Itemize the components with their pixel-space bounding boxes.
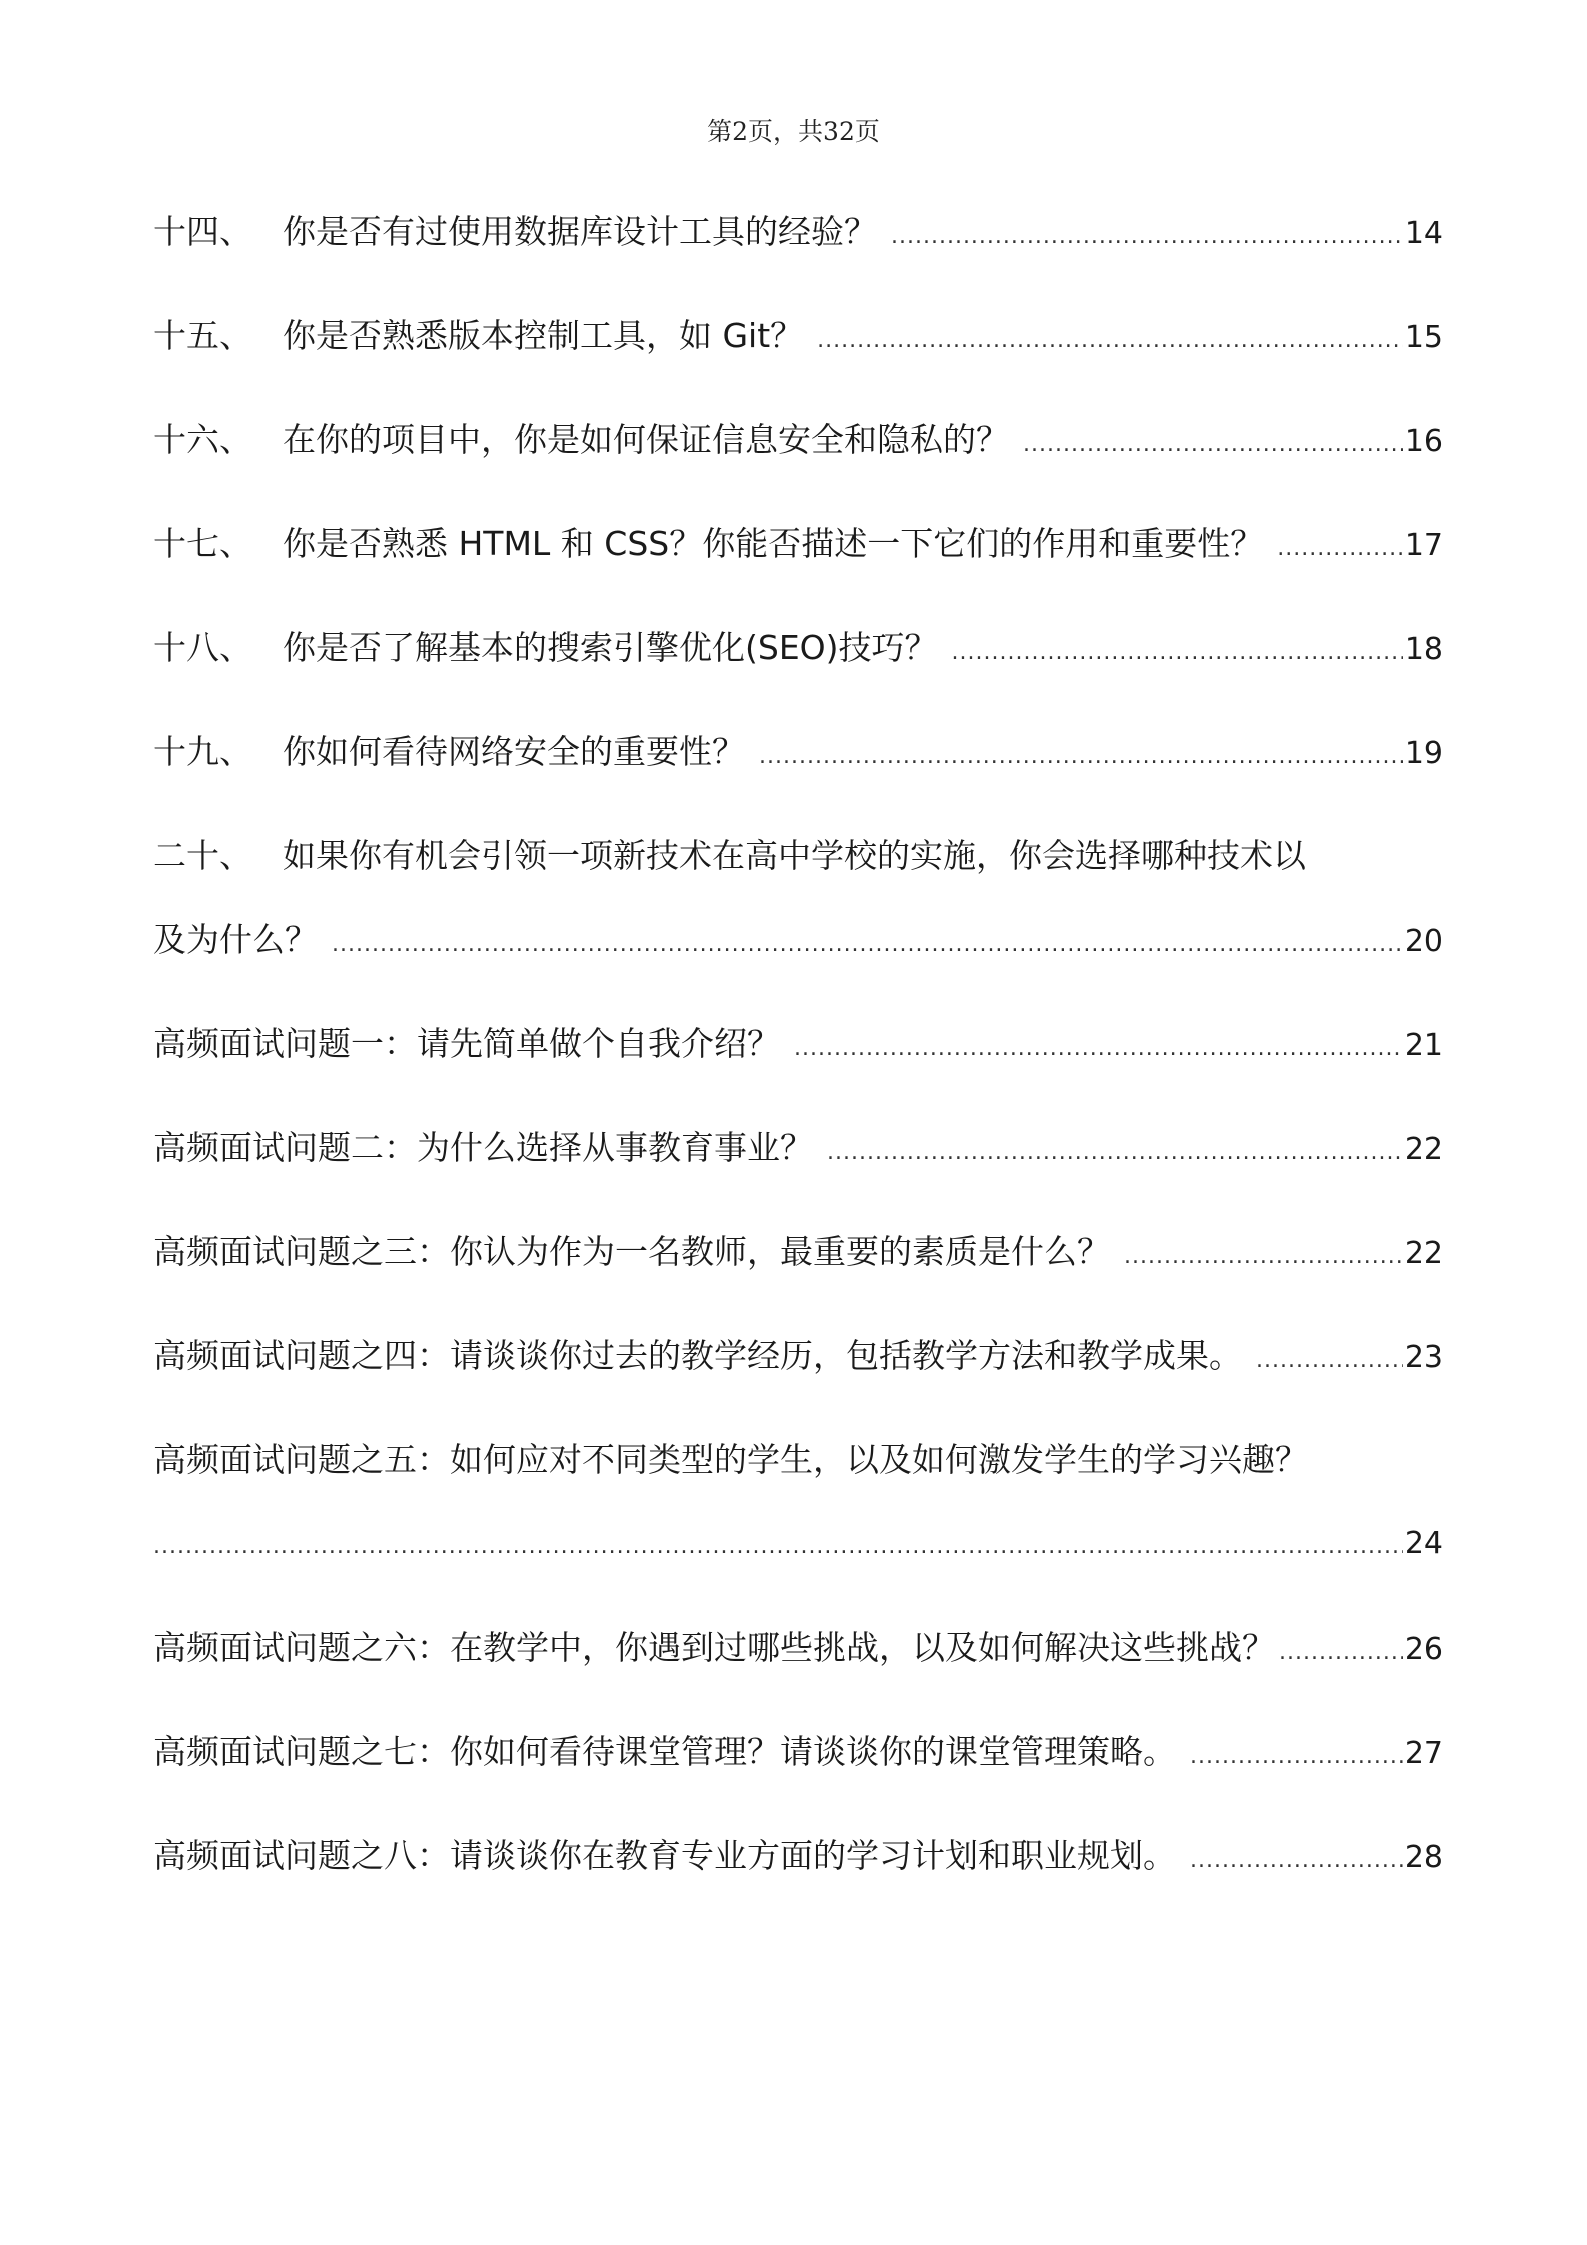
toc-leader-dots [1023,423,1403,467]
toc-entry-page: 20 [1404,924,1443,959]
toc-leader-dots [891,215,1403,259]
toc-entry-page: 26 [1404,1632,1443,1667]
toc-leader-dots [1279,1631,1403,1675]
toc-entry-page: 28 [1404,1840,1443,1875]
toc-entry[interactable] [153,1230,1443,1279]
toc-entry[interactable] [153,1334,1443,1383]
toc-entry[interactable] [153,834,1443,967]
toc-entry[interactable] [153,1730,1443,1779]
toc-entry-title: 高频面试问题之四：请谈谈你过去的教学经历，包括教学方法和教学成果。 [153,1336,1242,1375]
toc-leader-dots [332,923,1403,967]
toc-entry-title: 你是否熟悉 HTML 和 CSS？你能否描述一下它们的作用和重要性？ [283,524,1264,563]
toc-entry-number: 十八、 [153,628,252,667]
toc-entry-page: 19 [1404,736,1443,771]
toc-entry-title: 在你的项目中，你是如何保证信息安全和隐私的？ [283,420,1009,459]
toc-entry-page: 22 [1404,1236,1443,1271]
toc-entry[interactable] [153,314,1443,363]
toc-leader-dots [153,1525,1403,1569]
toc-entry-title: 你是否了解基本的搜索引擎优化(SEO)技巧？ [283,628,938,667]
toc-entry-title: 高频面试问题之八：请谈谈你在教育专业方面的学习计划和职业规划。 [153,1836,1176,1875]
toc-entry[interactable] [153,1626,1443,1675]
toc-entry[interactable] [153,1022,1443,1071]
toc-leader-dots [827,1131,1403,1175]
toc-entry-number: 十六、 [153,420,252,459]
toc-entry-number: 十四、 [153,212,252,251]
toc-entry[interactable] [153,1126,1443,1175]
toc-entry-title-line2: 及为什么？ [153,920,318,959]
toc-leader-dots [759,735,1403,779]
toc-entry-number: 二十、 [153,836,252,875]
toc-entry[interactable] [153,210,1443,259]
toc-entry-title-line1: 高频面试问题之五：如何应对不同类型的学生，以及如何激发学生的学习兴趣？ [153,1440,1308,1479]
toc-leader-dots [1190,1735,1403,1779]
toc-entry[interactable] [153,730,1443,779]
toc-entry-page: 18 [1404,632,1443,667]
toc-leader-dots [1190,1839,1403,1883]
toc-entry-page: 15 [1404,320,1443,355]
toc-entry[interactable] [153,1834,1443,1883]
toc-leader-dots [1277,527,1403,571]
toc-entry[interactable] [153,1438,1443,1569]
toc-entry-number: 十五、 [153,316,252,355]
toc-entry-number: 十九、 [153,732,252,771]
toc-leader-dots [817,319,1403,363]
toc-leader-dots [1124,1235,1403,1279]
toc-entry-title: 高频面试问题之六：在教学中，你遇到过哪些挑战，以及如何解决这些挑战？ [153,1628,1275,1667]
toc-entry-page: 22 [1404,1132,1443,1167]
toc-entry-title: 高频面试问题之三：你认为作为一名教师，最重要的素质是什么？ [153,1232,1110,1271]
toc-entry-page: 14 [1404,216,1443,251]
toc-leader-dots [952,631,1403,675]
toc-entry-title: 高频面试问题一：请先简单做个自我介绍？ [153,1024,780,1063]
toc-entry[interactable] [153,522,1443,571]
toc-leader-dots [1256,1339,1403,1383]
toc-entry-page: 23 [1404,1340,1443,1375]
toc-entry[interactable] [153,626,1443,675]
toc-leader-dots [794,1027,1403,1071]
toc-entry-title: 高频面试问题之七：你如何看待课堂管理？请谈谈你的课堂管理策略。 [153,1732,1176,1771]
toc-entry-title: 高频面试问题二：为什么选择从事教育事业？ [153,1128,813,1167]
toc-entry-page: 17 [1404,528,1443,563]
toc-entry-page: 21 [1404,1028,1443,1063]
toc-entry-page: 24 [1404,1526,1443,1561]
toc-entry-number: 十七、 [153,524,252,563]
toc-entry-page: 16 [1404,424,1443,459]
toc-entry-page: 27 [1404,1736,1443,1771]
toc-entry-title: 你是否熟悉版本控制工具，如 Git？ [283,316,804,355]
toc-entry-title: 你是否有过使用数据库设计工具的经验？ [283,212,877,251]
toc-entry-title-line1: 如果你有机会引领一项新技术在高中学校的实施，你会选择哪种技术以 [283,836,1306,875]
page-header: 第2页，共32页 [707,117,880,146]
toc-entry[interactable] [153,418,1443,467]
toc-entry-title: 你如何看待网络安全的重要性？ [283,732,745,771]
